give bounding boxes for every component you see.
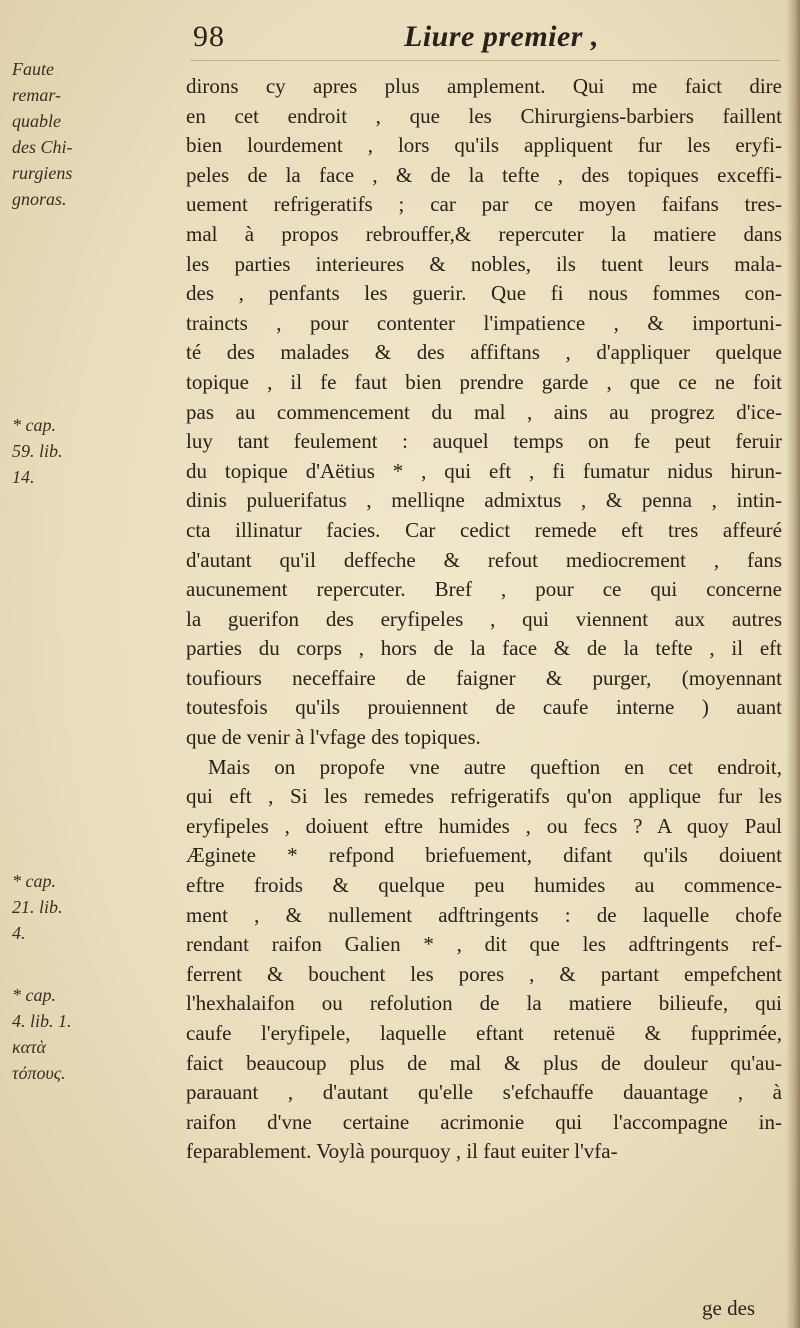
text-line: en cet endroit , que les Chirurgiens-barbiers faillent <box>186 103 782 128</box>
text-line: rendant raifon Galien * , dit que les adftringents ref- <box>186 932 782 957</box>
text-line: des , penfants les guerir. Que fi nous fommes con- <box>186 281 782 306</box>
text-line: qui eft , Si les remedes refrigeratifs qu'on applique fur les <box>186 784 782 809</box>
text-line: Mais on propofe vne autre queftion en cet endroit, <box>208 754 782 779</box>
text-line: les parties interieures & nobles, ils tuent leurs mala- <box>186 251 782 276</box>
text-line: té des malades & des affiftans , d'appliquer quelque <box>186 340 782 365</box>
text-line: toufiours neceffaire de faigner & purger, (moyennant <box>186 665 782 690</box>
text-line: d'autant qu'il deffeche & refout mediocrement , fans <box>186 547 782 572</box>
margin-note-aetius-reference: * cap. 59. lib. 14. <box>12 415 63 487</box>
text-line: uement refrigeratifs ; car par ce moyen faifans tres- <box>186 192 782 217</box>
text-line: dirons cy apres plus amplement. Qui me faict dire <box>186 74 782 98</box>
text-line: eryfipeles , doiuent eftre humides , ou fecs ? A quoy Paul <box>186 813 782 838</box>
text-line: peles de la face , & de la tefte , des topiques exceffi- <box>186 162 782 187</box>
text-line: traincts , pour contenter l'impatience , & importuni- <box>186 310 782 335</box>
text-line: faict beaucoup plus de mal & plus de douleur qu'au- <box>186 1050 782 1075</box>
text-line: que de venir à l'vfage des topiques. <box>186 725 481 750</box>
text-line: topique , il fe faut bien prendre garde , que ce ne foit <box>186 369 782 394</box>
margin-note-faute-remarquable: Faute remar- quable des Chi- rurgiens gnoras. <box>12 59 73 209</box>
margin-note-galen-reference: * cap. 4. lib. 1. κατὰ τόπους. <box>12 985 72 1083</box>
text-line: cta illinatur facies. Car cedict remede eft tres affeuré <box>186 517 782 542</box>
text-line: du topique d'Aëtius * , qui eft , fi fumatur nidus hirun- <box>186 458 782 483</box>
text-line: la guerifon des eryfipeles , qui viennent aux autres <box>186 606 782 631</box>
text-line: pas au commencement du mal , ains au progrez d'ice- <box>186 399 782 424</box>
text-line: luy tant feulement : auquel temps on fe peut feruir <box>186 429 782 454</box>
catchword: ge des <box>702 1296 756 1320</box>
text-line: aucunement repercuter. Bref , pour ce qui concerne <box>186 577 782 602</box>
header-rule <box>190 60 780 61</box>
page-edge-shadow <box>786 0 800 1328</box>
text-line: dinis puluerifatus , melliqne admixtus , & penna , intin- <box>186 488 782 513</box>
margin-notes <box>0 0 190 1328</box>
body-text <box>186 72 782 1167</box>
margin-note-aegineta-reference: * cap. 21. lib. 4. <box>12 871 63 943</box>
text-line: caufe l'eryfipele, laquelle eftant retenuë & fupprimée, <box>186 1021 782 1045</box>
text-line: raifon d'vne certaine acrimonie qui l'accompagne in- <box>186 1109 782 1134</box>
text-line: mal à propos rebrouffer,& repercuter la matiere dans <box>186 221 782 246</box>
text-line: parauant , d'autant qu'elle s'efchauffe dauantage , à <box>186 1080 782 1105</box>
text-line: toutesfois qu'ils prouiennent de caufe interne ) auant <box>186 695 782 720</box>
text-line: l'hexhalaifon ou refolution de la matiere bilieufe, qui <box>186 991 782 1016</box>
text-line: Æginete * refpond briefuement, difant qu'ils doiuent <box>186 843 782 868</box>
page-number: 98 <box>193 20 225 53</box>
text-line: parties du corps , hors de la face & de la tefte , il eft <box>186 636 782 661</box>
text-line: eftre froids & quelque peu humides au commence- <box>186 873 782 898</box>
text-line: ferrent & bouchent les pores , & partant empefchent <box>186 961 782 986</box>
text-line: ment , & nullement adftringents : de laquelle chofe <box>186 902 782 927</box>
text-line: feparablement. Voylà pourquoy , il faut euiter l'vfa- <box>186 1139 618 1164</box>
running-title: Liure premier , <box>404 20 599 53</box>
text-line: bien lourdement , lors qu'ils appliquent fur les eryfi- <box>186 133 782 158</box>
